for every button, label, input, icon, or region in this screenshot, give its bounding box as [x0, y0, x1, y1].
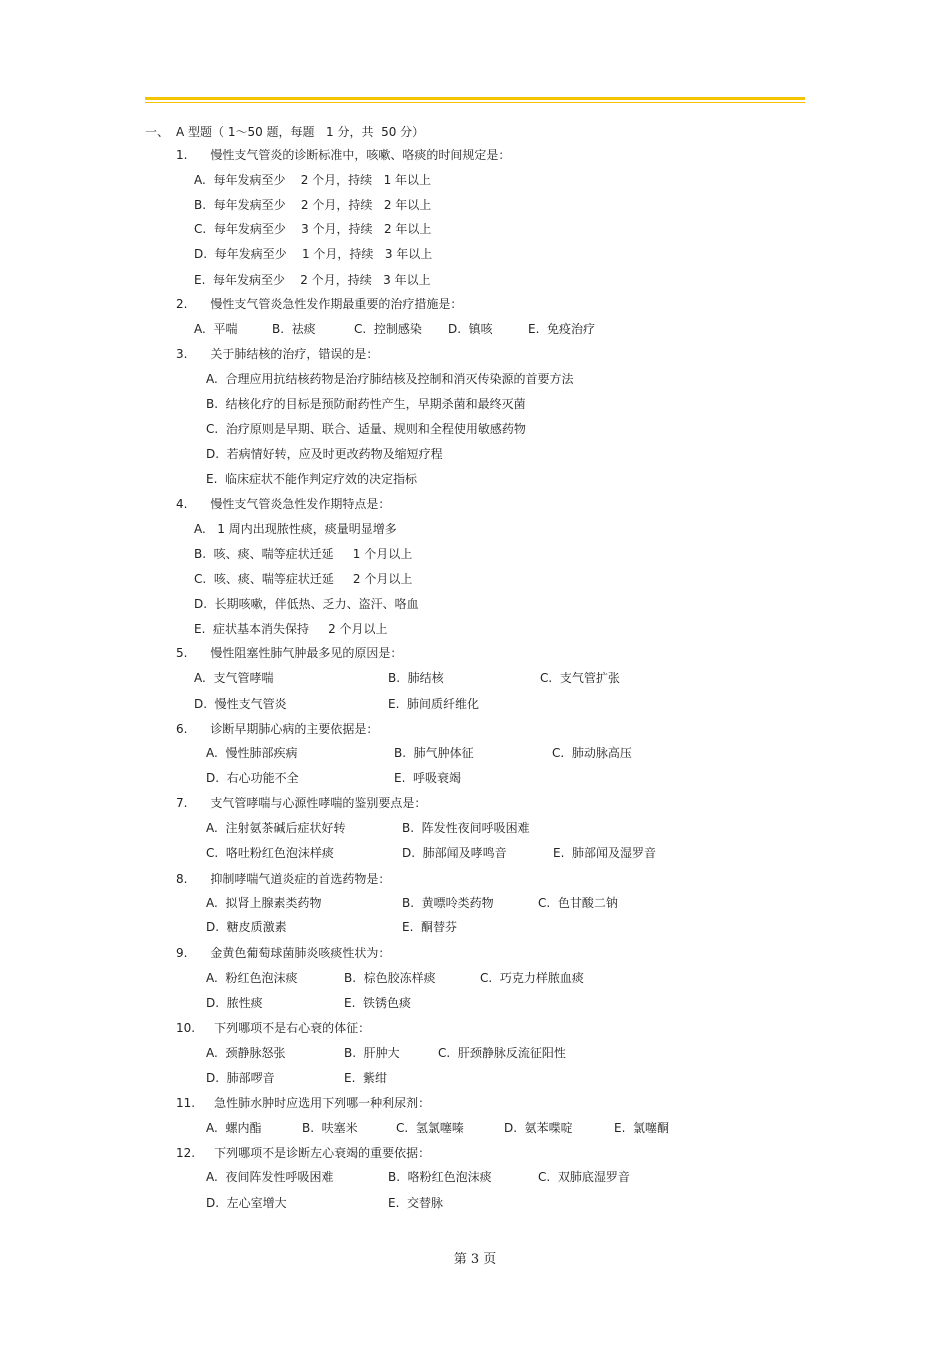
question-stem: 9. 金黄色葡萄球菌肺炎咳痰性状为： [176, 946, 391, 960]
answer-option: E. 症状基本消失保持 2 个月以上 [194, 622, 388, 636]
answer-option: B. 肺气肿体征 [394, 746, 474, 760]
section-title: A 型题（ 1～50 题，每题 1 分，共 50 分） [176, 125, 425, 139]
answer-option: A. 合理应用抗结核药物是治疗肺结核及控制和消灭传染源的首要方法 [206, 372, 574, 386]
answer-option: E. 呼吸衰竭 [394, 771, 462, 785]
answer-option: D. 镇咳 [448, 322, 493, 336]
answer-option: A. 颈静脉怒张 [206, 1046, 286, 1060]
question-stem: 11. 急性肺水肿时应选用下列哪一种利尿剂： [176, 1096, 431, 1110]
answer-option: C. 咳、痰、喘等症状迁延 2 个月以上 [194, 572, 413, 586]
answer-option: D. 若病情好转，应及时更改药物及缩短疗程 [206, 447, 443, 461]
answer-option: C. 肺动脉高压 [552, 746, 632, 760]
answer-option: C. 色甘酸二钠 [538, 896, 618, 910]
question-stem: 1. 慢性支气管炎的诊断标准中，咳嗽、咯痰的时间规定是： [176, 148, 511, 162]
answer-option: A. 拟肾上腺素类药物 [206, 896, 322, 910]
answer-option: A. 慢性肺部疾病 [206, 746, 298, 760]
answer-option: D. 脓性痰 [206, 996, 263, 1010]
answer-option: B. 肝肿大 [344, 1046, 400, 1060]
answer-option: E. 肺间质纤维化 [388, 697, 480, 711]
answer-option: B. 结核化疗的目标是预防耐药性产生，早期杀菌和最终灭菌 [206, 397, 526, 411]
answer-option: C. 治疗原则是早期、联合、适量、规则和全程使用敏感药物 [206, 422, 526, 436]
answer-option: D. 每年发病至少 1 个月，持续 3 年以上 [194, 247, 433, 261]
answer-option: D. 肺部闻及哮鸣音 [402, 846, 507, 860]
header-rule-thick [145, 97, 805, 100]
answer-option: E. 免疫治疗 [528, 322, 596, 336]
answer-option: C. 控制感染 [354, 322, 422, 336]
question-stem: 5. 慢性阻塞性肺气肿最多见的原因是： [176, 646, 403, 660]
answer-option: E. 肺部闻及湿罗音 [553, 846, 657, 860]
answer-option: B. 棕色胶冻样痰 [344, 971, 436, 985]
answer-option: B. 呋塞米 [302, 1121, 358, 1135]
answer-option: A. 夜间阵发性呼吸困难 [206, 1170, 334, 1184]
question-stem: 2. 慢性支气管炎急性发作期最重要的治疗措施是： [176, 297, 463, 311]
answer-option: D. 长期咳嗽，伴低热、乏力、盗汗、咯血 [194, 597, 419, 611]
question-stem: 4. 慢性支气管炎急性发作期特点是： [176, 497, 391, 511]
answer-option: C. 肝颈静脉反流征阳性 [438, 1046, 566, 1060]
answer-option: A. 1 周内出现脓性痰，痰量明显增多 [194, 522, 397, 536]
answer-option: B. 黄嘌呤类药物 [402, 896, 494, 910]
answer-option: B. 肺结核 [388, 671, 444, 685]
answer-option: C. 氢氯噻嗪 [396, 1121, 464, 1135]
question-stem: 3. 关于肺结核的治疗，错误的是： [176, 347, 379, 361]
answer-option: A. 粉红色泡沫痰 [206, 971, 298, 985]
question-stem: 6. 诊断早期肺心病的主要依据是： [176, 722, 379, 736]
answer-option: E. 每年发病至少 2 个月，持续 3 年以上 [194, 273, 431, 287]
answer-option: A. 平喘 [194, 322, 238, 336]
answer-option: A. 螺内酯 [206, 1121, 262, 1135]
answer-option: C. 支气管扩张 [540, 671, 620, 685]
answer-option: D. 慢性支气管炎 [194, 697, 287, 711]
answer-option: E. 紫绀 [344, 1071, 388, 1085]
section-number: 一、 [145, 125, 170, 139]
question-stem: 10. 下列哪项不是右心衰的体征： [176, 1021, 371, 1035]
answer-option: D. 右心功能不全 [206, 771, 299, 785]
answer-option: E. 酮替芬 [402, 920, 458, 934]
answer-option: D. 左心室增大 [206, 1196, 287, 1210]
question-stem: 7. 支气管哮喘与心源性哮喘的鉴别要点是： [176, 796, 427, 810]
answer-option: D. 氨苯喋啶 [504, 1121, 573, 1135]
answer-option: E. 交替脉 [388, 1196, 444, 1210]
answer-option: B. 每年发病至少 2 个月，持续 2 年以上 [194, 198, 432, 212]
answer-option: C. 咯吐粉红色泡沫样痰 [206, 846, 334, 860]
question-stem: 12. 下列哪项不是诊断左心衰竭的重要依据： [176, 1146, 431, 1160]
answer-option: E. 铁锈色痰 [344, 996, 412, 1010]
page-footer: 第 3 页 [453, 1252, 497, 1267]
answer-option: B. 咯粉红色泡沫痰 [388, 1170, 492, 1184]
question-stem: 8. 抑制哮喘气道炎症的首选药物是： [176, 872, 391, 886]
answer-option: D. 肺部啰音 [206, 1071, 275, 1085]
answer-option: A. 注射氨茶碱后症状好转 [206, 821, 346, 835]
answer-option: B. 祛痰 [272, 322, 316, 336]
answer-option: A. 支气管哮喘 [194, 671, 274, 685]
answer-option: D. 糖皮质激素 [206, 920, 287, 934]
answer-option: C. 双肺底湿罗音 [538, 1170, 630, 1184]
answer-option: B. 咳、痰、喘等症状迁延 1 个月以上 [194, 547, 413, 561]
answer-option: A. 每年发病至少 2 个月，持续 1 年以上 [194, 173, 432, 187]
answer-option: E. 临床症状不能作判定疗效的决定指标 [206, 472, 418, 486]
answer-option: C. 每年发病至少 3 个月，持续 2 年以上 [194, 222, 432, 236]
header-rule-thin [145, 102, 805, 103]
answer-option: E. 氯噻酮 [614, 1121, 670, 1135]
answer-option: C. 巧克力样脓血痰 [480, 971, 584, 985]
answer-option: B. 阵发性夜间呼吸困难 [402, 821, 530, 835]
